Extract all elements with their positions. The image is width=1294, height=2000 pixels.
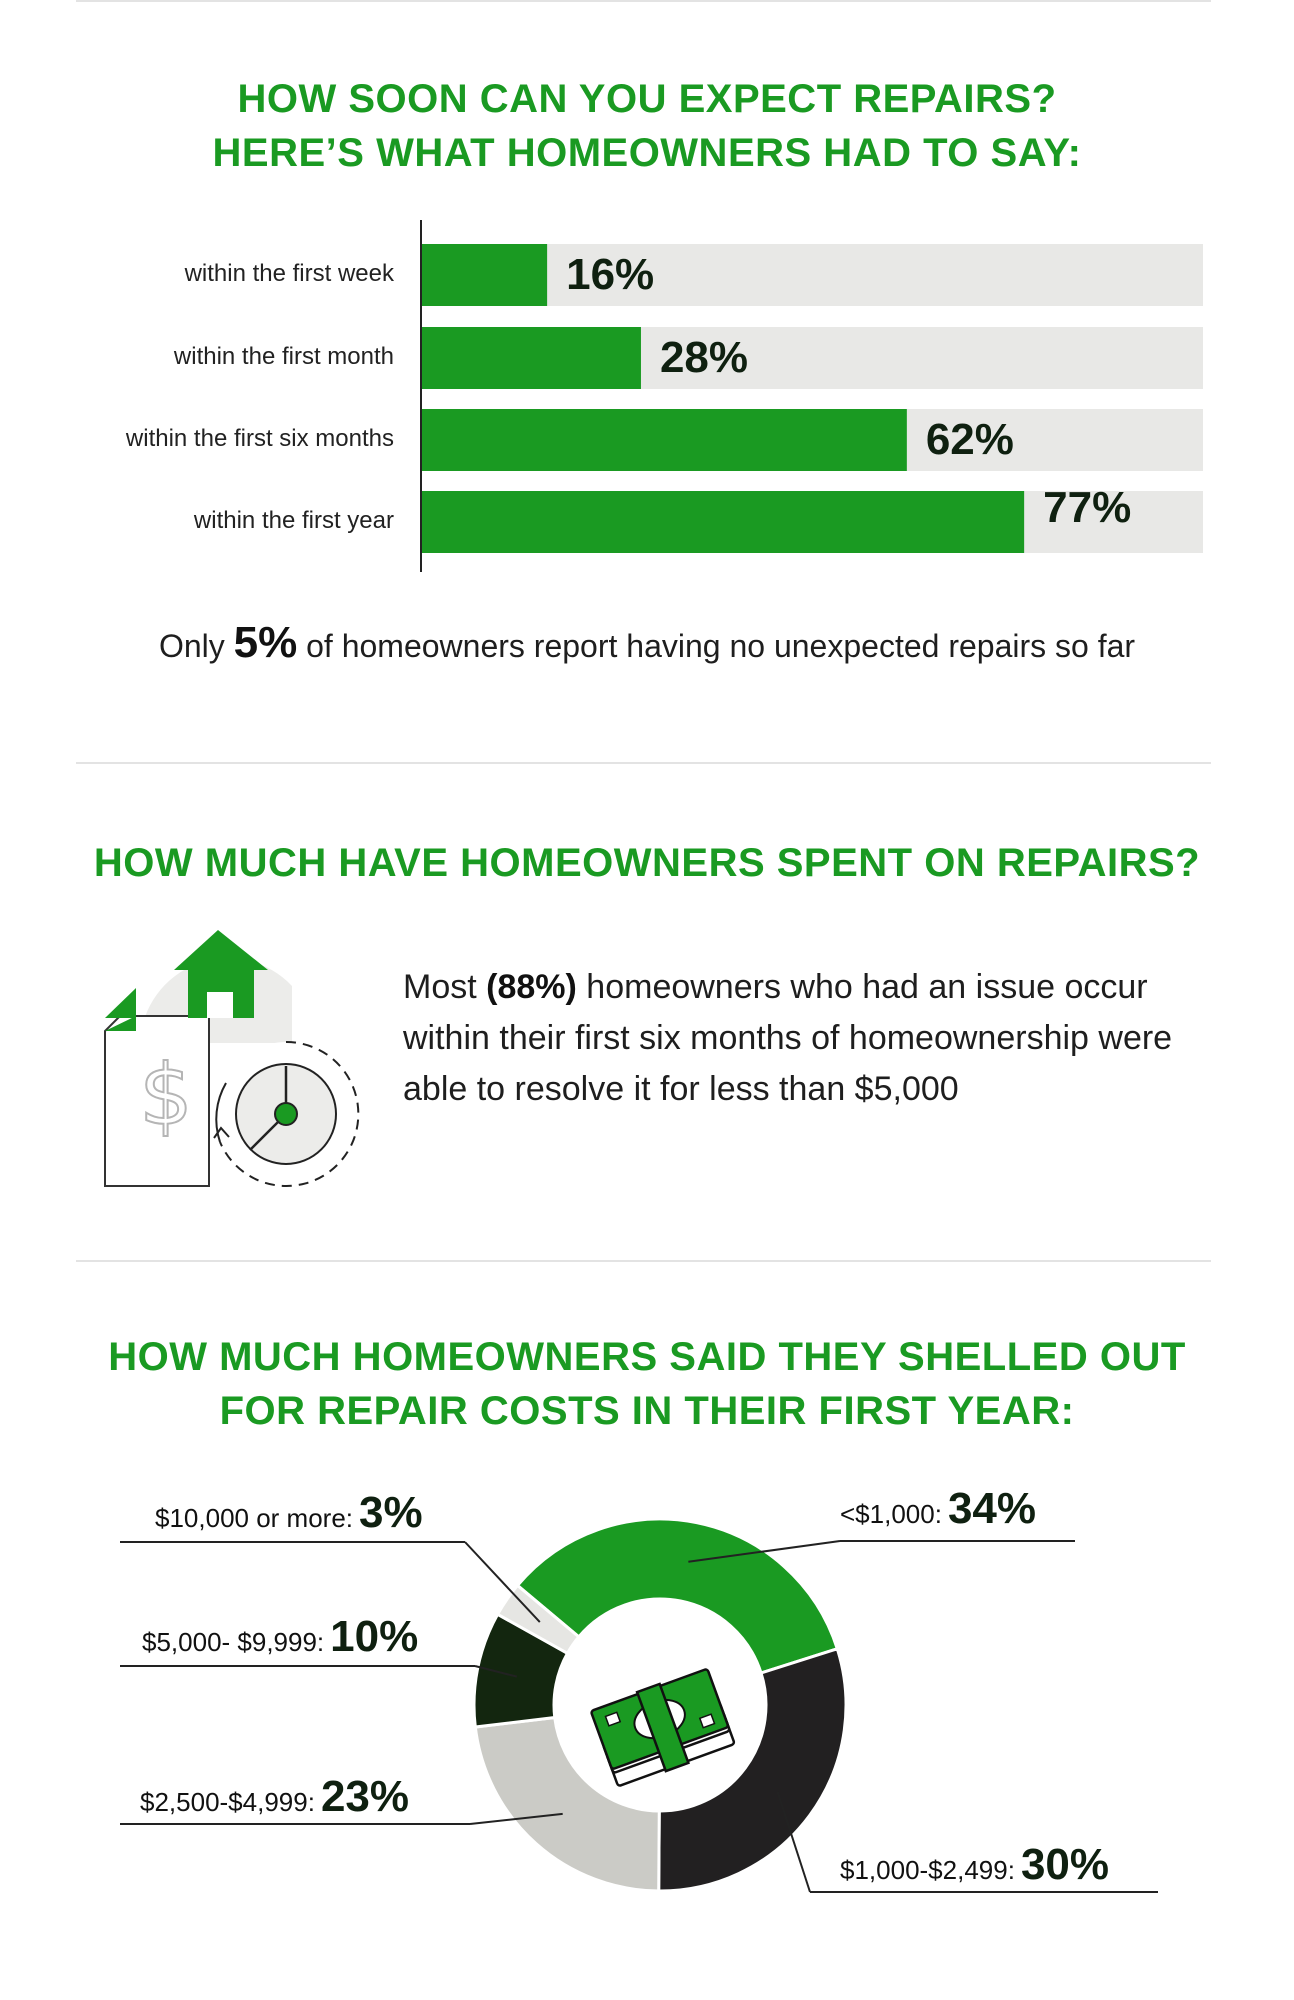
donut-label	[840, 1484, 1036, 1534]
donut-category-label: <$1,000:	[840, 1499, 942, 1529]
donut-value-label: 30%	[1020, 1840, 1110, 1889]
donut-value-label: 23%	[320, 1772, 410, 1821]
bar-category-label: within the first month	[173, 343, 394, 370]
bar-category-label: within the first year	[193, 507, 394, 534]
section3-title-line1: HOW MUCH HOMEOWNERS SAID THEY SHELLED OUT	[108, 1335, 1186, 1379]
callout-suffix: of homeowners report having no unexpected repairs so far	[306, 628, 1136, 664]
donut-label	[140, 1772, 409, 1822]
svg-text:$: $	[139, 1046, 193, 1144]
donut-category-label: $1,000-$2,499:	[840, 1855, 1015, 1885]
donut-label	[155, 1488, 423, 1538]
donut-value-label: 10%	[330, 1612, 419, 1661]
bar-value-label: 77%	[1043, 483, 1132, 532]
section1-title-line1: HOW SOON CAN YOU EXPECT REPAIRS?	[237, 77, 1057, 121]
donut-label	[142, 1612, 418, 1662]
callout-value: 5%	[233, 618, 298, 667]
donut-value-label: 34%	[947, 1484, 1037, 1533]
paragraph-highlight: (88%)	[486, 968, 577, 1006]
section2-title-line: HOW MUCH HAVE HOMEOWNERS SPENT ON REPAIRS?	[93, 841, 1201, 885]
donut-category-label: $5,000- $9,999:	[142, 1627, 325, 1657]
section3-title-line2: FOR REPAIR COSTS IN THEIR FIRST YEAR:	[219, 1389, 1075, 1433]
donut-label	[840, 1840, 1109, 1890]
paragraph-before: Most	[403, 968, 477, 1006]
paragraph-after: homeowners who had an issue occur within their first six months of homeownership were able to resolve it for less than $5,000	[403, 968, 1173, 1108]
bar-value-label: 16%	[566, 250, 655, 299]
callout-prefix: Only	[158, 628, 225, 664]
donut-category-label: $10,000 or more:	[155, 1503, 354, 1533]
bar-category-label: within the first week	[184, 260, 394, 287]
bar-category-label: within the first six months	[125, 425, 394, 452]
bar-value-label: 28%	[659, 333, 749, 382]
donut-category-label: $2,500-$4,999:	[140, 1787, 315, 1817]
bar-value-label: 62%	[925, 415, 1014, 464]
donut-value-label: 3%	[359, 1488, 423, 1537]
section1-title-line2: HERE’S WHAT HOMEOWNERS HAD TO SAY:	[212, 131, 1082, 175]
